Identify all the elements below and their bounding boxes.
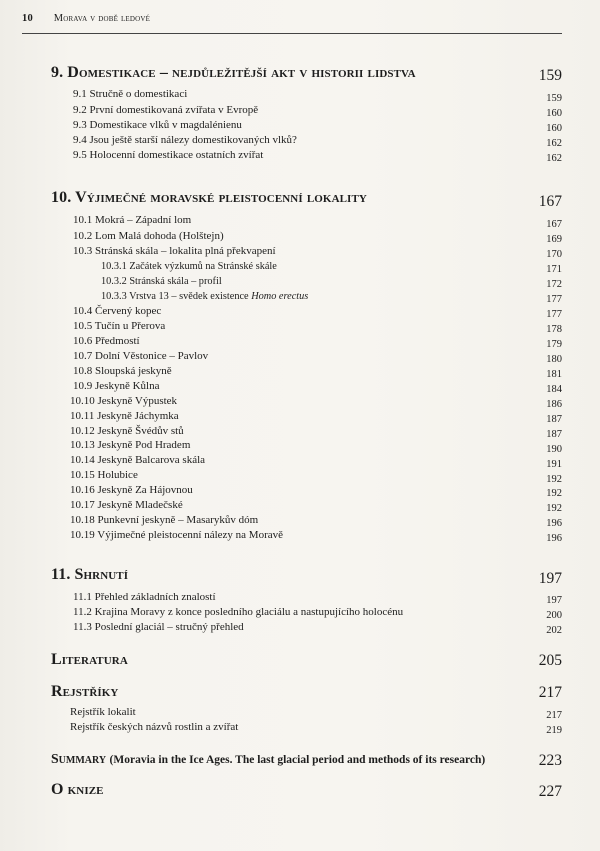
toc-entry-9-2[interactable]: 9.2 První domestikovaná zvířata v Evropě (73, 104, 259, 116)
toc-entry-9-3[interactable]: 9.3 Domestikace vlků v magdalénienu (73, 119, 242, 131)
toc-entry-10-16[interactable]: 10.16 Jeskyně Za Hájovnou (70, 484, 193, 496)
toc-entry-10-3-3-page: 177 (546, 294, 562, 305)
toc-entry-10-13-page: 190 (546, 444, 562, 455)
toc-entry-10-16-page: 192 (546, 488, 562, 499)
toc-summary-title: Summary (51, 751, 107, 766)
toc-entry-10-4-page: 177 (546, 309, 562, 320)
toc-summary-subtitle: (Moravia in the Ice Ages. The last glacial period and methods of its research) (109, 754, 486, 766)
toc-entry-10-3-page: 170 (546, 249, 562, 260)
toc-entry-10-2-page: 169 (546, 234, 562, 245)
toc-entry-10-3-1-page: 171 (546, 264, 562, 275)
toc-chapter-9-title[interactable]: 9. Domestikace – nejdůležitější akt v historii lidstva (51, 64, 416, 81)
toc-entry-9-5[interactable]: 9.5 Holocenní domestikace ostatních zvířat (73, 149, 264, 161)
toc-entry-11-3-page: 202 (546, 625, 562, 636)
toc-literatura-page: 205 (538, 652, 562, 669)
toc-chapter-10-title[interactable]: 10. Výjimečné moravské pleistocenní lokality (51, 189, 367, 206)
toc-entry-9-2-page: 160 (546, 108, 562, 119)
toc-entry-rejstrik-lokalit-page: 217 (546, 710, 562, 721)
toc-entry-10-10-page: 186 (546, 399, 562, 410)
toc-entry-10-3-3[interactable] (101, 291, 308, 302)
toc-entry-11-1[interactable]: 11.1 Přehled základních znalostí (73, 591, 216, 603)
toc-entry-10-3-2[interactable]: 10.3.2 Stránská skála – profil (101, 276, 222, 287)
toc-entry-10-3-3-label: 10.3.3 Vrstva 13 – svědek existence (101, 291, 252, 302)
toc-oknize-title[interactable]: O knize (51, 781, 104, 798)
toc-entry-11-2[interactable]: 11.2 Krajina Moravy z konce posledního glaciálu a nastupujícího holocénu (73, 606, 404, 618)
toc-entry-10-5[interactable]: 10.5 Tučín u Přerova (73, 320, 166, 332)
toc-entry-10-6-page: 179 (546, 339, 562, 350)
toc-chapter-9-page: 159 (538, 67, 562, 84)
toc-rejstriky-title[interactable]: Rejstříky (51, 683, 119, 700)
toc-entry-11-1-page: 197 (546, 595, 562, 606)
toc-entry-rejstrik-lokalit[interactable]: Rejstřík lokalit (70, 706, 136, 718)
toc-entry-10-3-1[interactable]: 10.3.1 Začátek výzkumů na Stránské skále (101, 261, 277, 272)
toc-entry-10-11-page: 187 (546, 414, 562, 425)
toc-entry-9-3-page: 160 (546, 123, 562, 134)
toc-entry-10-1-page: 167 (546, 219, 562, 230)
toc-entry-10-18[interactable]: 10.18 Punkevní jeskyně – Masarykův dóm (70, 514, 259, 526)
toc-entry-10-11[interactable]: 10.11 Jeskyně Jáchymka (70, 410, 179, 422)
toc-chapter-10-page: 167 (538, 193, 562, 210)
toc-entry-10-5-page: 178 (546, 324, 562, 335)
toc-entry-9-1-page: 159 (546, 93, 562, 104)
toc-entry-10-15[interactable]: 10.15 Holubice (70, 469, 138, 481)
toc-oknize-page: 227 (538, 783, 562, 800)
toc-entry-rejstrik-nazvu-page: 219 (546, 725, 562, 736)
toc-entry-10-1[interactable]: 10.1 Mokrá – Západní lom (73, 214, 192, 226)
toc-entry-11-3[interactable]: 11.3 Poslední glaciál – stručný přehled (73, 621, 244, 633)
toc-rejstriky-page: 217 (538, 684, 562, 701)
toc-entry-9-4-page: 162 (546, 138, 562, 149)
toc-entry-10-14[interactable]: 10.14 Jeskyně Balcarova skála (70, 454, 206, 466)
book-title: Morava v době ledové (53, 13, 151, 24)
toc-entry-rejstrik-nazvu[interactable]: Rejstřík českých názvů rostlin a zvířat (70, 721, 239, 733)
toc-entry-10-12-page: 187 (546, 429, 562, 440)
toc-summary[interactable] (51, 751, 485, 767)
toc-chapter-11-title[interactable]: 11. Shrnutí (51, 566, 129, 583)
toc-entry-9-4[interactable]: 9.4 Jsou ještě starší nálezy domestikovaných vlků? (73, 134, 297, 146)
toc-entry-10-6[interactable]: 10.6 Předmostí (73, 335, 140, 347)
toc-entry-10-7-page: 180 (546, 354, 562, 365)
toc-literatura-title[interactable]: Literatura (51, 651, 128, 668)
toc-entry-10-8-page: 181 (546, 369, 562, 380)
toc-entry-10-7[interactable]: 10.7 Dolní Věstonice – Pavlov (73, 350, 209, 362)
toc-entry-10-4[interactable]: 10.4 Červený kopec (73, 305, 162, 317)
toc-entry-10-3-2-page: 172 (546, 279, 562, 290)
toc-entry-10-19-page: 196 (546, 533, 562, 544)
toc-entry-11-2-page: 200 (546, 610, 562, 621)
header-rule (22, 33, 562, 34)
toc-entry-10-18-page: 196 (546, 518, 562, 529)
toc-entry-10-19[interactable]: 10.19 Výjimečné pleistocenní nálezy na Moravě (70, 529, 284, 541)
toc-entry-10-17[interactable]: 10.17 Jeskyně Mladečské (70, 499, 183, 511)
toc-entry-10-17-page: 192 (546, 503, 562, 514)
running-head (22, 13, 562, 31)
toc-entry-10-10[interactable]: 10.10 Jeskyně Výpustek (70, 395, 178, 407)
toc-entry-10-14-page: 191 (546, 459, 562, 470)
toc-entry-10-2[interactable]: 10.2 Lom Malá dohoda (Holštejn) (73, 230, 224, 242)
toc-entry-10-15-page: 192 (546, 474, 562, 485)
toc-entry-10-3[interactable]: 10.3 Stránská skála – lokalita plná překvapení (73, 245, 276, 257)
toc-entry-10-3-3-italic: Homo erectus (251, 291, 309, 302)
toc-entry-10-9[interactable]: 10.9 Jeskyně Kůlna (73, 380, 160, 392)
toc-entry-10-8[interactable]: 10.8 Sloupská jeskyně (73, 365, 172, 377)
toc-entry-9-1[interactable]: 9.1 Stručně o domestikaci (73, 88, 188, 100)
toc-entry-10-13[interactable]: 10.13 Jeskyně Pod Hradem (70, 439, 191, 451)
toc-summary-page: 223 (538, 752, 562, 769)
page-number: 10 (22, 13, 33, 24)
toc-entry-9-5-page: 162 (546, 153, 562, 164)
toc-entry-10-9-page: 184 (546, 384, 562, 395)
toc-chapter-11-page: 197 (538, 570, 562, 587)
toc-entry-10-12[interactable]: 10.12 Jeskyně Švédův stů (70, 425, 184, 437)
